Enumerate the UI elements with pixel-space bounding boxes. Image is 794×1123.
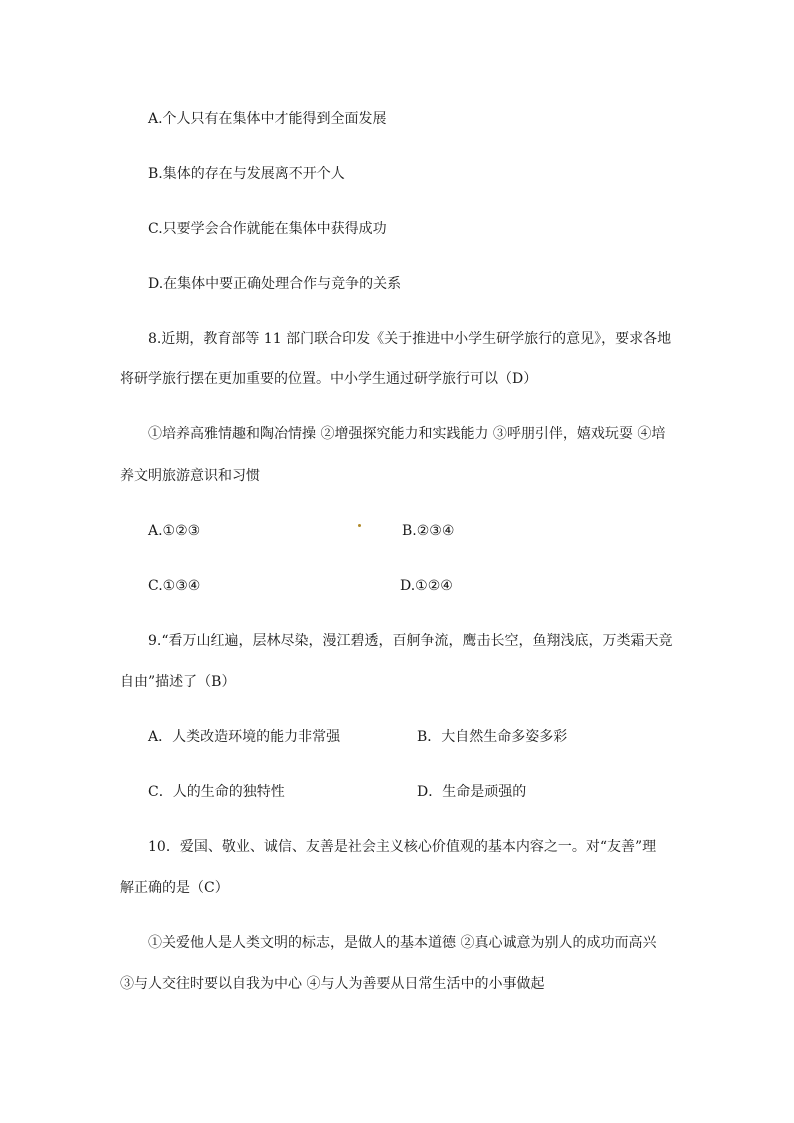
q8-stem-line2: 将研学旅行摆在更加重要的位置。中小学生通过研学旅行可以（D） (120, 371, 538, 387)
q8-items-line1: ①培养高雅情趣和陶冶情操 ②增强探究能力和实践能力 ③呼朋引伴，嬉戏玩耍 ④培 (148, 426, 666, 442)
q8-stem-line1: 8.近期，教育部等 11 部门联合印发《关于推进中小学生研学旅行的意见》，要求各地 (148, 331, 672, 347)
q7-option-a: A.个人只有在集体中才能得到全面发展 (148, 111, 387, 127)
q8-option-c: C.①③④ (148, 578, 201, 594)
q10-items-line2: ③与人交往时要以自我为中心 ④与人为善要从日常生活中的小事做起 (120, 976, 545, 992)
q9-stem-line1: 9.“看万山红遍，层林尽染，漫江碧透，百舸争流，鹰击长空，鱼翔浅底，万类霜天竞 (148, 633, 673, 649)
q9-stem-line2: 自由”描述了（B） (120, 674, 236, 690)
q9-option-d: D．生命是顽强的 (417, 784, 527, 800)
q8-option-d: D.①②④ (400, 578, 453, 594)
stray-dot (358, 524, 361, 527)
q9-option-c: C．人的生命的独特性 (148, 784, 285, 800)
q8-items-line2: 养文明旅游意识和习惯 (120, 468, 260, 484)
q7-option-c: C.只要学会合作就能在集体中获得成功 (148, 221, 387, 237)
q7-option-d: D.在集体中要正确处理合作与竞争的关系 (148, 276, 402, 292)
q10-stem-line2: 解正确的是（C） (120, 880, 229, 896)
q10-items-line1: ①关爱他人是人类文明的标志，是做人的基本道德 ②真心诚意为别人的成功而高兴 (148, 935, 657, 951)
q9-option-a: A．人类改造环境的能力非常强 (148, 729, 341, 745)
q7-option-b: B.集体的存在与发展离不开个人 (148, 166, 345, 182)
q10-stem-line1: 10．爱国、敬业、诚信、友善是社会主义核心价值观的基本内容之一。对“友善”理 (148, 839, 657, 855)
q9-option-b: B．大自然生命多姿多彩 (417, 729, 568, 745)
q8-option-a: A.①②③ (148, 523, 201, 539)
q8-option-b: B.②③④ (402, 523, 455, 539)
